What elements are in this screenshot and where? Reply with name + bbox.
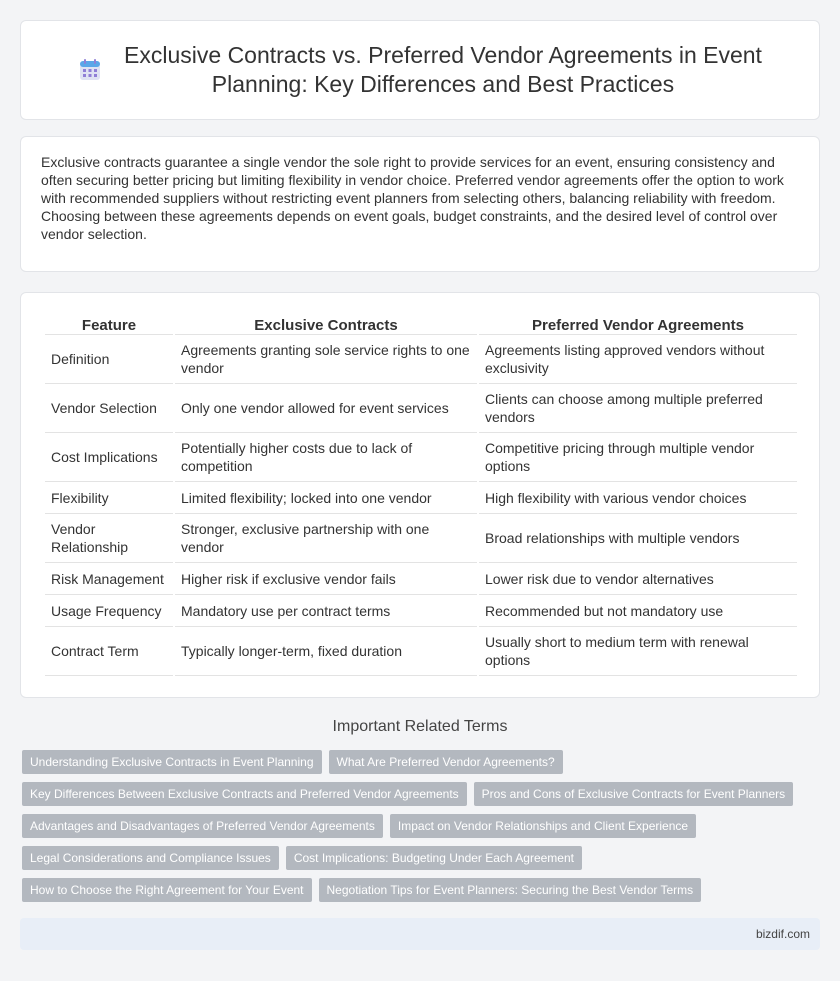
preferred-cell: Lower risk due to vendor alternatives: [479, 563, 797, 595]
related-term-link[interactable]: Cost Implications: Budgeting Under Each Agreement: [286, 846, 582, 870]
feature-cell: Cost Implications: [45, 433, 173, 482]
page-title: [124, 41, 762, 99]
tag-row: [22, 750, 822, 774]
related-term-link[interactable]: Legal Considerations and Compliance Issues: [22, 846, 279, 870]
tag-row: [22, 878, 822, 902]
related-term-link[interactable]: How to Choose the Right Agreement for Your Event: [22, 878, 312, 902]
preferred-cell: Competitive pricing through multiple vendor options: [479, 433, 797, 482]
feature-cell: Vendor Relationship: [45, 514, 173, 563]
exclusive-cell: Only one vendor allowed for event services: [175, 384, 477, 433]
preferred-cell: Agreements listing approved vendors without exclusivity: [479, 335, 797, 384]
table-row: [45, 627, 797, 676]
feature-cell: Contract Term: [45, 627, 173, 676]
exclusive-cell: Agreements granting sole service rights to one vendor: [175, 335, 477, 384]
tag-row: [22, 814, 822, 838]
related-term-link[interactable]: Negotiation Tips for Event Planners: Securing the Best Vendor Terms: [319, 878, 702, 902]
header-card: [20, 20, 820, 120]
preferred-cell: Broad relationships with multiple vendors: [479, 514, 797, 563]
header-feature: Feature: [45, 311, 173, 335]
exclusive-cell: Limited flexibility; locked into one vendor: [175, 482, 477, 514]
feature-cell: Definition: [45, 335, 173, 384]
exclusive-cell: Potentially higher costs due to lack of competition: [175, 433, 477, 482]
preferred-cell: High flexibility with various vendor choices: [479, 482, 797, 514]
preferred-cell: Usually short to medium term with renewal options: [479, 627, 797, 676]
exclusive-cell: Typically longer-term, fixed duration: [175, 627, 477, 676]
table-header-row: [45, 311, 797, 335]
preferred-cell: Clients can choose among multiple preferred vendors: [479, 384, 797, 433]
related-term-link[interactable]: What Are Preferred Vendor Agreements?: [329, 750, 563, 774]
table-row: [45, 384, 797, 433]
exclusive-cell: Higher risk if exclusive vendor fails: [175, 563, 477, 595]
related-term-link[interactable]: Impact on Vendor Relationships and Client Experience: [390, 814, 696, 838]
comparison-table: [43, 311, 799, 676]
exclusive-cell: Stronger, exclusive partnership with one vendor: [175, 514, 477, 563]
feature-cell: Vendor Selection: [45, 384, 173, 433]
table-row: [45, 595, 797, 627]
calendar-icon: [78, 58, 102, 82]
table-row: [45, 433, 797, 482]
intro-paragraph: Exclusive contracts guarantee a single vendor the sole right to provide services for an event, ensuring consistency and often securing better pricing but limiting flexibility in vendor choice. Preferred vendor agreements offer the option to work with recommended suppliers without restricting event planners from selecting others, balancing reliability with freedom. Choosing between these agreements depends on event goals, budget constraints, and the desired level of control over vendor selection.: [41, 154, 784, 242]
related-terms-title: Important Related Terms: [332, 718, 508, 735]
page-title-line2: Planning: Key Differences and Best Practices: [211, 71, 675, 97]
related-term-link[interactable]: Pros and Cons of Exclusive Contracts for Event Planners: [474, 782, 793, 806]
intro-card: [20, 136, 820, 272]
related-term-link[interactable]: Understanding Exclusive Contracts in Event Planning: [22, 750, 322, 774]
table-row: [45, 482, 797, 514]
related-terms-tags: [22, 750, 822, 910]
tag-row: [22, 782, 822, 806]
table-row: [45, 514, 797, 563]
page-title-line1: Exclusive Contracts vs. Preferred Vendor Agreements in Event: [124, 42, 762, 68]
preferred-cell: Recommended but not mandatory use: [479, 595, 797, 627]
feature-cell: Flexibility: [45, 482, 173, 514]
related-term-link[interactable]: Advantages and Disadvantages of Preferred Vendor Agreements: [22, 814, 383, 838]
tag-row: [22, 846, 822, 870]
table-row: [45, 335, 797, 384]
comparison-table-card: [20, 292, 820, 698]
header-preferred: Preferred Vendor Agreements: [479, 311, 797, 335]
table-row: [45, 563, 797, 595]
footer: [20, 918, 820, 950]
feature-cell: Risk Management: [45, 563, 173, 595]
header-exclusive: Exclusive Contracts: [175, 311, 477, 335]
exclusive-cell: Mandatory use per contract terms: [175, 595, 477, 627]
feature-cell: Usage Frequency: [45, 595, 173, 627]
related-term-link[interactable]: Key Differences Between Exclusive Contracts and Preferred Vendor Agreements: [22, 782, 467, 806]
site-link[interactable]: bizdif.com: [755, 927, 810, 941]
